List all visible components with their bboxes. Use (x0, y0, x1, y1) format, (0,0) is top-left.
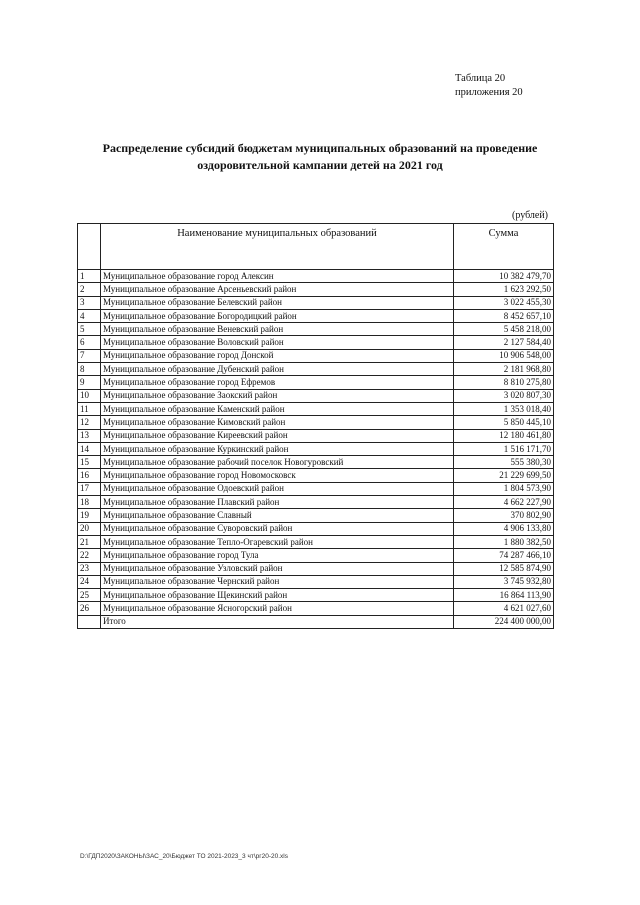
table-row (78, 389, 554, 402)
row-number: 18 (78, 496, 101, 509)
row-number: 2 (78, 283, 101, 296)
table-row (78, 602, 554, 615)
table-row (78, 376, 554, 389)
row-name: Муниципальное образование город Новомосковск (101, 469, 454, 482)
table-row (78, 562, 554, 575)
row-name: Муниципальное образование Одоевский район (101, 482, 454, 495)
row-name: Муниципальное образование город Алексин (101, 270, 454, 283)
row-sum: 21 229 699,50 (454, 469, 554, 482)
title-line-1: Распределение субсидий бюджетам муниципальных образований на проведение (102, 141, 538, 155)
row-sum: 8 452 657,10 (454, 309, 554, 322)
row-name: Муниципальное образование город Ефремов (101, 376, 454, 389)
row-sum: 2 181 968,80 (454, 363, 554, 376)
row-sum: 1 516 171,70 (454, 442, 554, 455)
table-row (78, 283, 554, 296)
table-row (78, 482, 554, 495)
row-sum: 5 850 445,10 (454, 416, 554, 429)
row-number: 23 (78, 562, 101, 575)
row-number: 7 (78, 349, 101, 362)
table-row (78, 496, 554, 509)
row-sum: 10 906 548,00 (454, 349, 554, 362)
row-sum: 8 810 275,80 (454, 376, 554, 389)
row-name: Муниципальное образование Веневский район (101, 323, 454, 336)
table-row (78, 416, 554, 429)
table-row (78, 270, 554, 283)
table-row (78, 509, 554, 522)
row-number: 12 (78, 416, 101, 429)
file-path-footer: D:\ГДП2020\ЗАКОНЫ\ЗАС_20\Бюджет ТО 2021-2023_3 чт\рг20-20.xls (80, 853, 288, 860)
table-row (78, 575, 554, 588)
row-name: Муниципальное образование Арсеньевский район (101, 283, 454, 296)
row-number: 10 (78, 389, 101, 402)
table-row (78, 429, 554, 442)
row-name: Муниципальное образование Каменский район (101, 402, 454, 415)
row-number: 1 (78, 270, 101, 283)
row-sum: 3 745 932,80 (454, 575, 554, 588)
row-sum: 74 287 466,10 (454, 549, 554, 562)
table-row (78, 296, 554, 309)
row-name: Муниципальное образование Киреевский район (101, 429, 454, 442)
table-row (78, 363, 554, 376)
table-row (78, 349, 554, 362)
row-name: Муниципальное образование Славный (101, 509, 454, 522)
row-number: 4 (78, 309, 101, 322)
row-name: Муниципальное образование Тепло-Огаревский район (101, 535, 454, 548)
table-row (78, 549, 554, 562)
annex-number: приложения 20 (455, 87, 523, 98)
name-column-header: Наименование муниципальных образований (101, 224, 454, 270)
row-name: Муниципальное образование Заокский район (101, 389, 454, 402)
row-sum: 12 180 461,80 (454, 429, 554, 442)
row-name: Муниципальное образование Кимовский район (101, 416, 454, 429)
row-number: 14 (78, 442, 101, 455)
row-number: 5 (78, 323, 101, 336)
row-name: Муниципальное образование Узловский район (101, 562, 454, 575)
row-sum: 2 127 584,40 (454, 336, 554, 349)
row-number: 11 (78, 402, 101, 415)
total-sum: 224 400 000,00 (454, 615, 554, 628)
row-number: 22 (78, 549, 101, 562)
row-number: 19 (78, 509, 101, 522)
row-name: Муниципальное образование Суворовский район (101, 522, 454, 535)
row-sum: 12 585 874,90 (454, 562, 554, 575)
table-row (78, 589, 554, 602)
table-row (78, 535, 554, 548)
document-title (70, 140, 570, 174)
row-number: 9 (78, 376, 101, 389)
row-number: 21 (78, 535, 101, 548)
row-sum: 555 380,30 (454, 456, 554, 469)
table-row (78, 402, 554, 415)
row-number: 26 (78, 602, 101, 615)
row-sum: 1 353 018,40 (454, 402, 554, 415)
row-sum: 3 020 807,30 (454, 389, 554, 402)
table-row (78, 442, 554, 455)
table-number: Таблица 20 (455, 73, 506, 84)
row-sum: 5 458 218,00 (454, 323, 554, 336)
row-name: Муниципальное образование Щекинский район (101, 589, 454, 602)
row-name: Муниципальное образование Воловский район (101, 336, 454, 349)
title-line-2: оздоровительной кампании детей на 2021 год (197, 158, 443, 172)
sum-column-header: Сумма (454, 224, 554, 270)
row-name: Муниципальное образование Плавский район (101, 496, 454, 509)
row-sum: 370 802,90 (454, 509, 554, 522)
table-row (78, 522, 554, 535)
row-name: Муниципальное образование город Тула (101, 549, 454, 562)
table-row (78, 336, 554, 349)
row-name: Муниципальное образование Белевский район (101, 296, 454, 309)
row-sum: 1 804 573,90 (454, 482, 554, 495)
row-name: Муниципальное образование Ясногорский район (101, 602, 454, 615)
row-number: 15 (78, 456, 101, 469)
table-header-row (78, 224, 554, 270)
row-sum: 4 621 027,60 (454, 602, 554, 615)
total-row (78, 615, 554, 628)
row-number: 16 (78, 469, 101, 482)
row-sum: 4 906 133,80 (454, 522, 554, 535)
row-name: Муниципальное образование Дубенский район (101, 363, 454, 376)
row-sum: 4 662 227,90 (454, 496, 554, 509)
row-name: Муниципальное образование город Донской (101, 349, 454, 362)
row-number: 6 (78, 336, 101, 349)
table-row (78, 323, 554, 336)
row-sum: 3 022 455,30 (454, 296, 554, 309)
table-row (78, 309, 554, 322)
row-number: 20 (78, 522, 101, 535)
table-row (78, 469, 554, 482)
row-number: 3 (78, 296, 101, 309)
row-number: 17 (78, 482, 101, 495)
row-name: Муниципальное образование Чернский район (101, 575, 454, 588)
row-number: 13 (78, 429, 101, 442)
row-number: 8 (78, 363, 101, 376)
total-label: Итого (101, 615, 454, 628)
row-name: Муниципальное образование Богородицкий район (101, 309, 454, 322)
table-annex-note (455, 72, 523, 100)
row-name: Муниципальное образование Куркинский район (101, 442, 454, 455)
row-sum: 16 864 113,90 (454, 589, 554, 602)
number-column-header (78, 224, 101, 270)
units-label: (рублей) (512, 210, 549, 221)
row-sum: 1 880 382,50 (454, 535, 554, 548)
table-row (78, 456, 554, 469)
row-sum: 10 382 479,70 (454, 270, 554, 283)
row-sum: 1 623 292,50 (454, 283, 554, 296)
row-number: 24 (78, 575, 101, 588)
subsidy-table (77, 223, 554, 629)
row-name: Муниципальное образование рабочий поселок Новогуровский (101, 456, 454, 469)
row-number: 25 (78, 589, 101, 602)
total-number-cell (78, 615, 101, 628)
